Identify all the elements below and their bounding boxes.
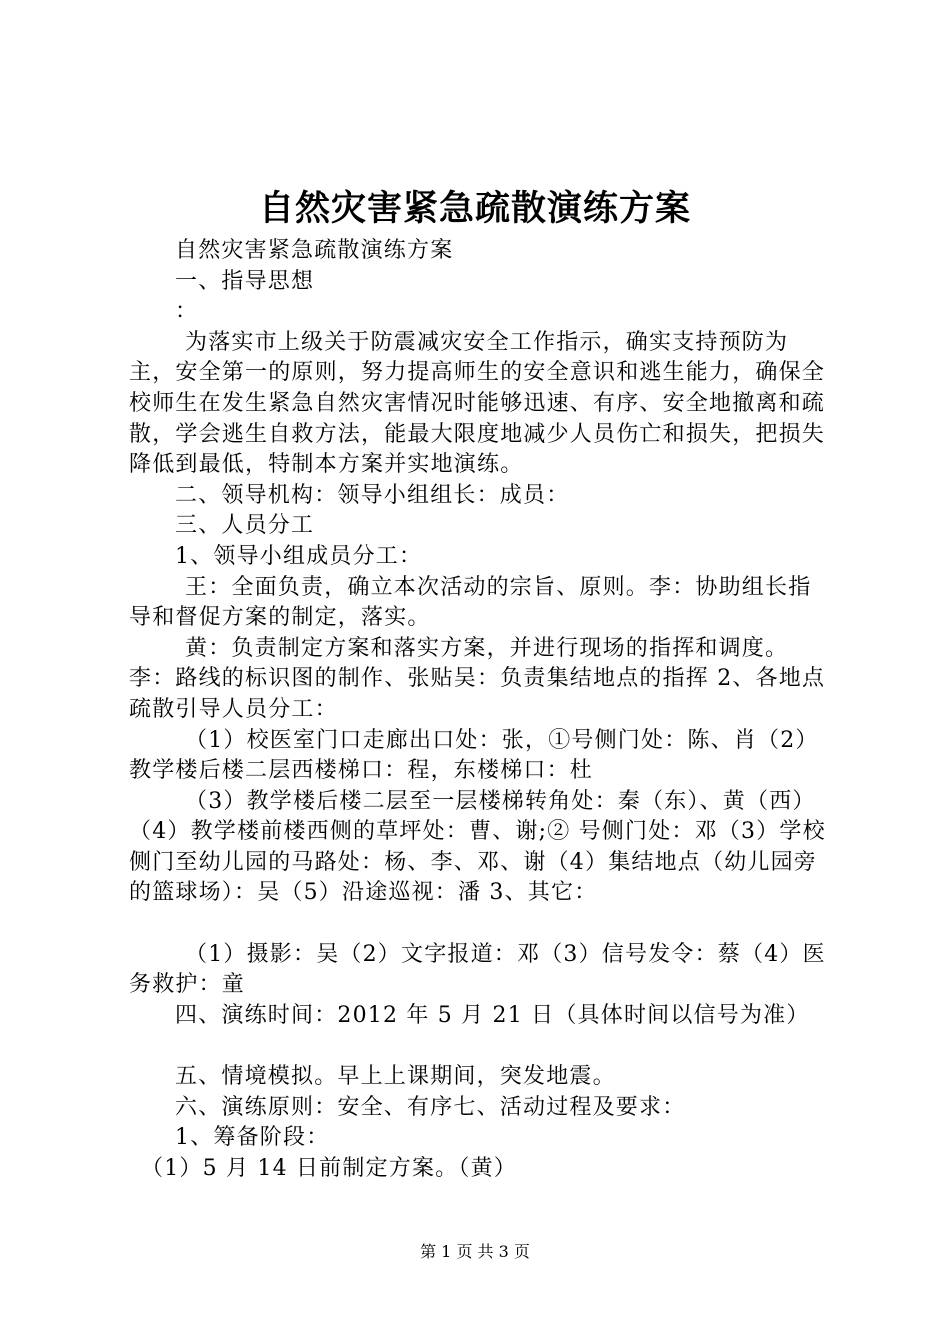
blank-line [129, 909, 834, 940]
paragraph-guide-1: （1）校医室门口走廊出口处：张，①号侧门处：陈、肖（2）教学楼后楼二层西楼梯口：程，东楼梯口：杜 [129, 727, 819, 784]
paragraph-subtitle: 自然灾害紧急疏散演练方案 [175, 238, 454, 263]
paragraph-heading-4: 四、演练时间：2012 年 5 月 21 日（具体时间以信号为准） [175, 1002, 810, 1028]
paragraph-guiding-idea: 为落实市上级关于防震减灾安全工作指示，确实支持预防为主，安全第一的原则，努力提高师生的安全意识和逃生能力，确保全校师生在发生紧急自然灾害情况时能够迅速、有序、安全地撤离和疏散，学会逃生自救方法，能最大限度地减少人员伤亡和损失，把损失降低到最低，特制本方案并实地演练。 [129, 329, 826, 478]
page-footer: 第 1 页 共 3 页 [420, 1242, 530, 1261]
paragraph-heading-2: 二、领导机构：领导小组组长：成员： [175, 482, 570, 508]
paragraph-leader-wang: 王：全面负责，确立本次活动的宗旨、原则。李：协助组长指导和督促方案的制定，落实。 [129, 574, 812, 631]
paragraph-other-roles: （1）摄影：吴（2）文字报道：邓（3）信号发令：蔡（4）医务救护：童 [129, 941, 826, 998]
paragraph-heading-5: 五、情境模拟。早上上课期间，突发地震。 [175, 1064, 616, 1090]
paragraph-prep-stage: 1、筹备阶段： [175, 1125, 330, 1151]
document-body [129, 236, 834, 1184]
blank-line [129, 1031, 834, 1062]
paragraph-colon: ： [175, 299, 199, 325]
document-title: 自然灾害紧急疏散演练方案 [258, 188, 691, 229]
paragraph-prep-item-1: （1）5 月 14 日前制定方案。（黄） [141, 1155, 517, 1181]
paragraph-heading-6: 六、演练原则：安全、有序七、活动过程及要求： [175, 1094, 686, 1120]
paragraph-heading-1: 一、指导思想 [175, 268, 315, 294]
paragraph-leader-huang: 黄：负责制定方案和落实方案，并进行现场的指挥和调度。李：路线的标识图的制作、张贴吴：负责集结地点的指挥 2、各地点疏散引导人员分工： [129, 635, 826, 722]
paragraph-division: 1、领导小组成员分工： [175, 543, 423, 569]
paragraph-heading-3: 三、人员分工 [175, 513, 315, 539]
paragraph-guide-3: （3）教学楼后楼二层至一层楼梯转角处：秦（东）、黄（西）（4）教学楼前楼西侧的草坪处：曹、谢;② 号侧门处：邓（3）学校侧门至幼儿园的马路处：杨、李、邓、谢（4）集结地点（幼儿园旁的篮球场）：吴（5）沿途巡视：潘 3、其它： [129, 788, 826, 906]
